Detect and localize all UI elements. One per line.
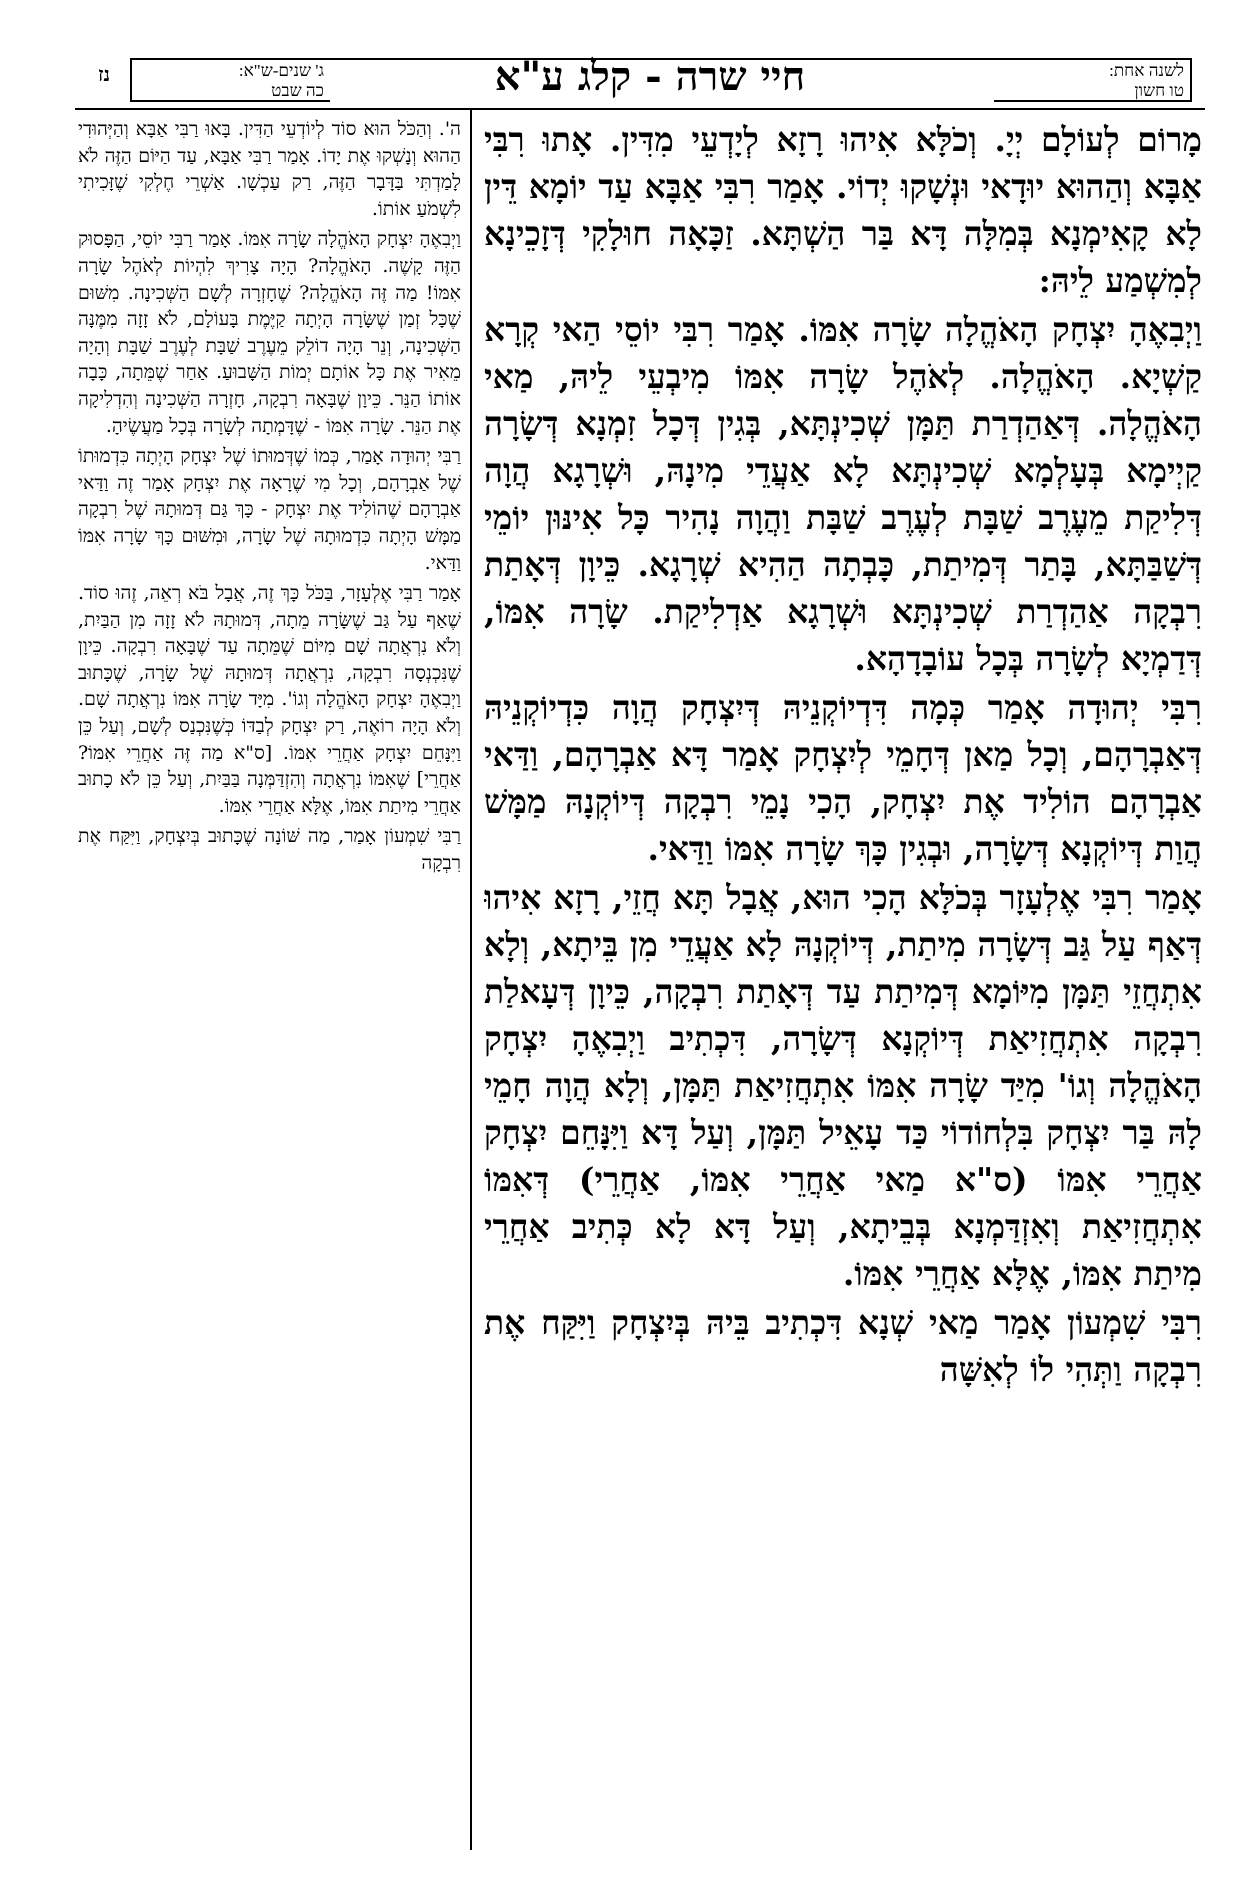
header-cycle-label: ג' שנים-ש"א: <box>238 61 324 80</box>
main-column-aramaic <box>484 116 1202 1880</box>
main-paragraph: רִבִּי שִׁמְעוֹן אָמַר מַאי שְׁנָא דִּכְתִיב בֵּיהּ בְּיִצְחָק וַיִּקַּח אֶת רִבְקָה וַתְּהִי לוֹ לְאִשָּׁה <box>484 1303 1202 1389</box>
page-title: חיי שרה - קלג ע"א <box>494 53 806 100</box>
page-number: נז <box>97 62 111 86</box>
header-daily-cycle-date: טו חשון <box>1134 81 1184 100</box>
side-paragraph: וַיְבִאֶהָ יִצְחָק הָאֹהֱלָה שָׂרָה אִמּוֹ. אָמַר רַבִּי יוֹסֵי, הַפָּסוּק הַזֶּה קָשֶׁה. הָאֹהֱלָה? הָיָה צָרִיךְ לִהְיוֹת לְאֹהֶל שָׂרָה אִמּוֹ! מַה זֶּה הָאֹהֱלָה? שֶׁחָזְרָה לְשָׁם הַשְּׁכִינָה. מִשּׁוּם שֶׁכָּל זְמַן שֶׁשָּׂרָה הָיְתָה קַיֶּמֶת בָּעוֹלָם, לֹא זָזָה מִמֶּנָּה הַשְּׁכִינָה, וְנֵר הָיָה דוֹלֵק מֵעֶרֶב שַׁבָּת לְעֶרֶב שַׁבָּת וְהָיָה מֵאִיר אֶת כָּל אוֹתָם יְמוֹת הַשָּׁבוּעַ. אַחַר שֶׁמֵּתָה, כָּבָה אוֹתוֹ הַנֵּר. כֵּיוָן שֶׁבָּאָה רִבְקָה, חָזְרָה הַשְּׁכִינָה וְהִדְלִיקָה אֶת הַנֵּר. שָׂרָה אִמּוֹ - שֶׁדָּמְתָה לְשָׂרָה בְּכָל מַעֲשֶׂיהָ. <box>78 228 461 437</box>
header-right-box <box>994 58 1192 102</box>
header-left-box <box>130 58 330 102</box>
header-daily-cycle-label: לשנה אחת: <box>1109 61 1184 80</box>
main-paragraph: וַיְבִאֶהָ יִצְחָק הָאֹהֱלָה שָׂרָה אִמּוֹ. אָמַר רִבִּי יוֹסֵי הַאי קְרָא קַשְׁיָא. הָאֹהֱלָה. לְאֹהֶל שָׂרָה אִמּוֹ מִיבְעֵי לֵיהּ, מַאי הָאֹהֱלָה. דְּאַהַדְרַת תַּמָּן שְׁכִינְתָּא, בְּגִין דְּכָל זִמְנָא דְּשָׂרָה קַיְימָא בְּעָלְמָא שְׁכִינְתָּא לָא אַעֲדֵי מִינָהּ, וּשְׁרָגָא הֲוָה דְּלִיקַת מֵעֶרֶב שַׁבָּת לְעֶרֶב שַׁבָּת וַהֲוָה נָהִיר כָּל אִינּוּן יוֹמֵי דְּשַׁבַּתָּא, בָּתַר דְּמִיתַת, כָּבְתָה הַהִיא שְׁרָגָא. כֵּיוָן דְּאָתַת רִבְקָה אַהַדְרַת שְׁכִינְתָּא וּשְׁרָגָא אַדְלִיקַת. שָׂרָה אִמּוֹ, דְּדַמְיָא לְשָׂרָה בְּכָל עוֹבָדָהָא. <box>484 310 1202 678</box>
side-paragraph: רַבִּי יְהוּדָה אָמַר, כְּמוֹ שֶׁדְּמוּתוֹ שֶׁל יִצְחָק הָיְתָה כִּדְמוּתוֹ שֶׁל אַבְרָהָם, וְכָל מִי שֶׁרָאָה אֶת יִצְחָק אָמַר זֶה וַדַּאי אַבְרָהָם שֶׁהוֹלִיד אֶת יִצְחָק - כָּךְ גַּם דְּמוּתָהּ שֶׁל רִבְקָה מַמָּשׁ הָיְתָה כִּדְמוּתָהּ שֶׁל שָׂרָה, וּמִשּׁוּם כָּךְ שָׂרָה אִמּוֹ וַדַּאי. <box>78 445 461 574</box>
side-paragraph: אָמַר רַבִּי אֶלְעָזָר, בַּכֹּל כָּךְ זֶה, אֲבָל בֹּא רְאֵה, זֶהוּ סוֹד. שֶׁאַף עַל גַּב שֶׁשָּׂרָה מֵתָה, דְּמוּתָהּ לֹא זָזָה מִן הַבַּיִת, וְלֹא נִרְאֲתָה שָׁם מִיּוֹם שֶׁמֵּתָה עַד שֶׁבָּאָה רִבְקָה. כֵּיוָן שֶׁנִּכְנְסָה רִבְקָה, נִרְאֲתָה דְּמוּתָהּ שֶׁל שָׂרָה, שֶׁכָּתוּב וַיְבִאֶהָ יִצְחָק הָאֹהֱלָה וְגוֹ'. מִיָּד שָׂרָה אִמּוֹ נִרְאֲתָה שָׁם. וְלֹא הָיָה רוֹאֶה, רַק יִצְחָק לְבַדּוֹ כְּשֶׁנִּכְנַס לְשָׁם, וְעַל כֵּן וַיִּנָּחֵם יִצְחָק אַחֲרֵי אִמּוֹ. [ס"א מַה זֶּה אַחֲרֵי אִמּוֹ? אַחֲרֵי] שֶׁאִמּוֹ נִרְאֲתָה וְהִזְדַּמְּנָה בַּבַּיִת, וְעַל כֵּן לֹא כָתוּב אַחֲרֵי מִיתַת אִמּוֹ, אֶלָּא אַחֲרֵי אִמּוֹ. <box>78 582 461 817</box>
header-bottom-rule <box>75 108 1205 110</box>
side-paragraph: רַבִּי שִׁמְעוֹן אָמַר, מַה שּׁוֹנָה שֶׁכָּתוּב בְּיִצְחָק, וַיִּקַּח אֶת רִבְקָה <box>78 825 461 875</box>
main-paragraph: מָרוֹם לְעוֹלָם יְיָ. וְכֹלָּא אִיהוּ רָזָא לְיָדְעֵי מִדִּין. אָתוּ רִבִּי אַבָּא וְהַהוּא יוּדָאי וּנְשָׁקוּ יְדוֹי. אָמַר רִבִּי אַבָּא עַד יוֹמָא דֵּין לָא קָאִימְנָא בְּמִלָּה דָּא בַּר הַשְׁתָּא. זַכָּאָה חוּלָקִי דְּזָכֵינָא לְמִשְׁמַע לֵיהּ: <box>484 120 1202 300</box>
header-cycle-date: כה שבט <box>271 81 324 100</box>
side-column-hebrew-translation <box>78 116 461 1880</box>
side-paragraph: ה'. וְהַכֹּל הוּא סוֹד לְיוֹדְעֵי הַדִּין. בָּאוּ רַבִּי אַבָּא וְהַיְּהוּדִי הַהוּא וְנָשְׁקוּ אֶת יָדוֹ. אָמַר רַבִּי אַבָּא, עַד הַיּוֹם הַזֶּה לֹא לָמַדְתִּי בַּדָּבָר הַזֶּה, רַק עַכְשָׁו. אַשְׁרֵי חֶלְקִי שֶׁזָּכִיתִי לִשְׁמֹעַ אוֹתוֹ. <box>78 118 461 220</box>
main-paragraph: אָמַר רִבִּי אֶלְעָזָר בְּכֹלָּא הָכִי הוּא, אֲבָל תָּא חֲזֵי, רָזָא אִיהוּ דְּאַף עַל גַּב דְּשָׂרָה מִיתַת, דְּיוֹקְנָהּ לָא אַעֲדֵי מִן בֵּיתָא, וְלָא אִתְחֲזֵי תַּמָּן מִיּוֹמָא דְּמִיתַת עַד דְּאָתַת רִבְקָה, כֵּיוָן דְּעָאלַת רִבְקָה אִתְחֲזִיאַת דְּיוֹקְנָא דְּשָׂרָה, דִּכְתִיב וַיְבִאֶהָ יִצְחָק הָאֹהֱלָה וְגוֹ' מִיַּד שָׂרָה אִמּוֹ אִתְחֲזִיאַת תַּמָּן, וְלָא הֲוָה חָמֵי לָהּ בַּר יִצְחָק בִּלְחוֹדוֹי כַּד עָאֵיל תַּמָּן, וְעַל דָּא וַיִּנָּחֵם יִצְחָק אַחֲרֵי אִמּוֹ (ס"א מַאי אַחֲרֵי אִמּוֹ, אַחֲרֵי) דְּאִמּוֹ אִתְחֲזִיאַת וְאִזְדַּמְנָא בְּבֵיתָא, וְעַל דָּא לָא כְּתִיב אַחֲרֵי מִיתַת אִמּוֹ, אֶלָּא אַחֲרֵי אִמּוֹ. <box>484 878 1202 1293</box>
column-divider <box>470 110 472 1850</box>
main-paragraph: רִבִּי יְהוּדָה אָמַר כְּמָה דִּדְיוֹקְנֵיהּ דְּיִצְחָק הֲוָה כִּדְיוֹקְנֵיהּ דְּאַבְרָהָם, וְכָל מַאן דְּחָמֵי לְיִצְחָק אָמַר דָּא אַבְרָהָם, וַדַּאי אַבְרָהָם הוֹלִיד אֶת יִצְחָק, הָכִי נָמֵי רִבְקָה דְּיוֹקְנָהּ מַמָּשׁ הֲוַת דְּיוֹקְנָא דְּשָׂרָה, וּבְגִין כָּךְ שָׂרָה אִמּוֹ וַדַּאי. <box>484 688 1202 868</box>
